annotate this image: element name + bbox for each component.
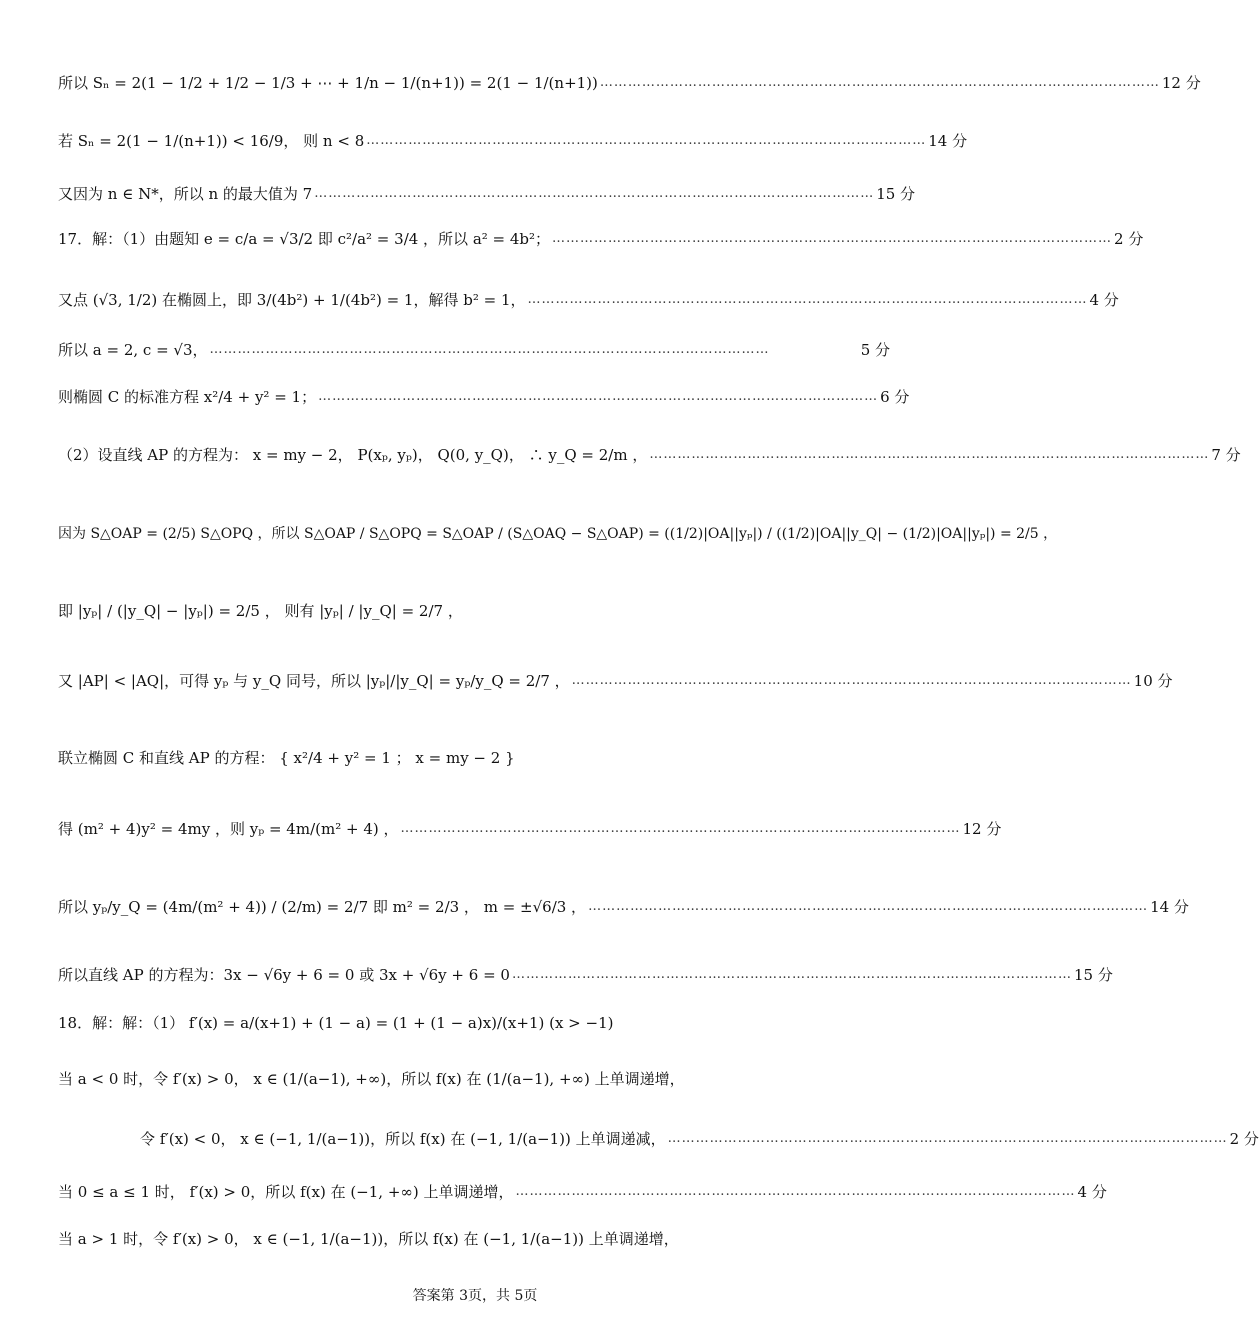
solution-line bbox=[58, 658, 1173, 702]
line-expression: 17．解：（1）由题知 e = c/a = √3/2 即 c²/a² = 3/4 ，所以 a² = 4b²； bbox=[58, 229, 551, 248]
leader-dots: ………………………………………………………………………………………………………… bbox=[552, 230, 1113, 246]
solution-line bbox=[58, 336, 890, 362]
line-expression: 所以 Sₙ = 2(1 − 1/2 + 1/2 − 1/3 + ⋯ + 1/n − 1/(n+1)) = 2(1 − 1/(n+1)) bbox=[58, 73, 598, 92]
leader-dots: ………………………………………………………………………………………………………… bbox=[667, 1130, 1228, 1146]
leader-dots: ………………………………………………………………………………………………………… bbox=[209, 341, 770, 357]
solution-line bbox=[140, 1118, 1259, 1158]
solution-line bbox=[58, 1218, 890, 1258]
solution-line bbox=[58, 220, 1144, 256]
solution-line bbox=[58, 1058, 890, 1098]
solution-line bbox=[58, 866, 1189, 946]
line-expression: 当 0 ≤ a ≤ 1 时， f′(x) > 0，所以 f(x) 在 (−1, +∞) 上单调递增， bbox=[58, 1182, 514, 1201]
line-expression: 18．解：解：（1） f′(x) = a/(x+1) + (1 − a) = (1 + (1 − a)x)/(x+1) (x > −1) bbox=[58, 1013, 614, 1032]
line-score: 6 分 bbox=[880, 387, 910, 406]
line-expression: （2）设直线 AP 的方程为： x = my − 2， P(xₚ, yₚ)， Q(0, y_Q)， ∴ y_Q = 2/m ， bbox=[58, 445, 648, 464]
leader-dots: ………………………………………………………………………………………………………… bbox=[318, 388, 879, 404]
line-expression: 又 |AP| < |AQ|，可得 yₚ 与 y_Q 同号，所以 |yₚ|/|y_Q| = yₚ/y_Q = 2/7 ， bbox=[58, 671, 570, 690]
solution-line bbox=[58, 122, 968, 158]
line-score: 5 分 bbox=[860, 340, 890, 359]
line-expression: 所以 yₚ/y_Q = (4m/(m² + 4)) / (2/m) = 2/7 即 m² = 2/3 ， m = ±√6/3 ， bbox=[58, 897, 587, 916]
leader-dots: ………………………………………………………………………………………………………… bbox=[649, 446, 1210, 462]
leader-dots: ………………………………………………………………………………………………………… bbox=[511, 966, 1072, 982]
line-score: 12 分 bbox=[1161, 73, 1201, 92]
line-expression: 当 a > 1 时，令 f′(x) > 0， x ∈ (−1, 1/(a−1))，所以 f(x) 在 (−1, 1/(a−1)) 上单调递增， bbox=[58, 1229, 679, 1248]
line-score: 15 分 bbox=[1073, 965, 1113, 984]
line-score: 4 分 bbox=[1077, 1182, 1107, 1201]
solution-line bbox=[58, 64, 1201, 100]
leader-dots: ………………………………………………………………………………………………………… bbox=[366, 132, 927, 148]
leader-dots: ………………………………………………………………………………………………………… bbox=[571, 672, 1132, 688]
line-expression: 所以直线 AP 的方程为：3x − √6y + 6 = 0 或 3x + √6y + 6 = 0 bbox=[58, 965, 510, 984]
line-score: 14 分 bbox=[1150, 897, 1189, 916]
line-expression: 联立椭圆 C 和直线 AP 的方程： { x²/4 + y² = 1 ； x = my − 2 } bbox=[58, 748, 515, 767]
line-expression: 所以 a = 2, c = √3， bbox=[58, 340, 208, 359]
solution-line bbox=[58, 808, 1002, 848]
line-score: 7 分 bbox=[1211, 445, 1241, 464]
solution-line bbox=[58, 378, 910, 414]
line-expression: 当 a < 0 时，令 f′(x) > 0， x ∈ (1/(a−1), +∞)，所以 f(x) 在 (1/(a−1), +∞) 上单调递增， bbox=[58, 1069, 685, 1088]
solution-line bbox=[58, 1004, 890, 1040]
line-score: 15 分 bbox=[876, 184, 916, 203]
line-expression: 则椭圆 C 的标准方程 x²/4 + y² = 1； bbox=[58, 387, 317, 406]
solution-line bbox=[58, 722, 890, 792]
line-expression: 若 Sₙ = 2(1 − 1/(n+1)) < 16/9， 则 n < 8 bbox=[58, 131, 365, 150]
solution-line bbox=[58, 962, 1113, 986]
page-footer: 答案第 3页，共 5页 bbox=[412, 1288, 538, 1304]
leader-dots: ………………………………………………………………………………………………………… bbox=[400, 820, 961, 836]
line-score: 12 分 bbox=[962, 819, 1002, 838]
line-score: 10 分 bbox=[1133, 671, 1173, 690]
leader-dots: ………………………………………………………………………………………………………… bbox=[314, 185, 875, 201]
solution-line bbox=[58, 434, 1241, 474]
line-expression: 得 (m² + 4)y² = 4my ，则 yₚ = 4m/(m² + 4) ， bbox=[58, 819, 399, 838]
solution-line bbox=[58, 500, 1058, 566]
leader-dots: ………………………………………………………………………………………………………… bbox=[588, 898, 1149, 914]
line-expression: 令 f′(x) < 0， x ∈ (−1, 1/(a−1))，所以 f(x) 在 (−1, 1/(a−1)) 上单调递减， bbox=[140, 1129, 666, 1148]
line-expression: 即 |yₚ| / (|y_Q| − |yₚ|) = 2/5 ， 则有 |yₚ| / |y_Q| = 2/7 ， bbox=[58, 601, 463, 620]
line-expression: 因为 S△OAP = (2/5) S△OPQ ，所以 S△OAP / S△OPQ = S△OAP / (S△OAQ − S△OAP) = ((1/2)|OA||yₚ|) / ((1/2)|OA||y_Q| − (1/2)|OA||yₚ|) = 2/5 ， bbox=[58, 526, 1058, 542]
line-score: 14 分 bbox=[928, 131, 968, 150]
solution-line bbox=[58, 280, 1119, 318]
solution-line bbox=[58, 588, 890, 632]
line-score: 2 分 bbox=[1229, 1129, 1259, 1148]
solution-line bbox=[58, 1178, 1107, 1204]
leader-dots: ………………………………………………………………………………………………………… bbox=[527, 291, 1088, 307]
leader-dots: ………………………………………………………………………………………………………… bbox=[599, 74, 1160, 90]
leader-dots: ………………………………………………………………………………………………………… bbox=[515, 1183, 1076, 1199]
line-expression: 又点 (√3, 1/2) 在椭圆上，即 3/(4b²) + 1/(4b²) = 1，解得 b² = 1， bbox=[58, 290, 526, 309]
line-score: 4 分 bbox=[1089, 290, 1119, 309]
line-score: 2 分 bbox=[1114, 229, 1144, 248]
solution-line bbox=[58, 180, 916, 206]
line-expression: 又因为 n ∈ N*，所以 n 的最大值为 7 bbox=[58, 184, 313, 203]
